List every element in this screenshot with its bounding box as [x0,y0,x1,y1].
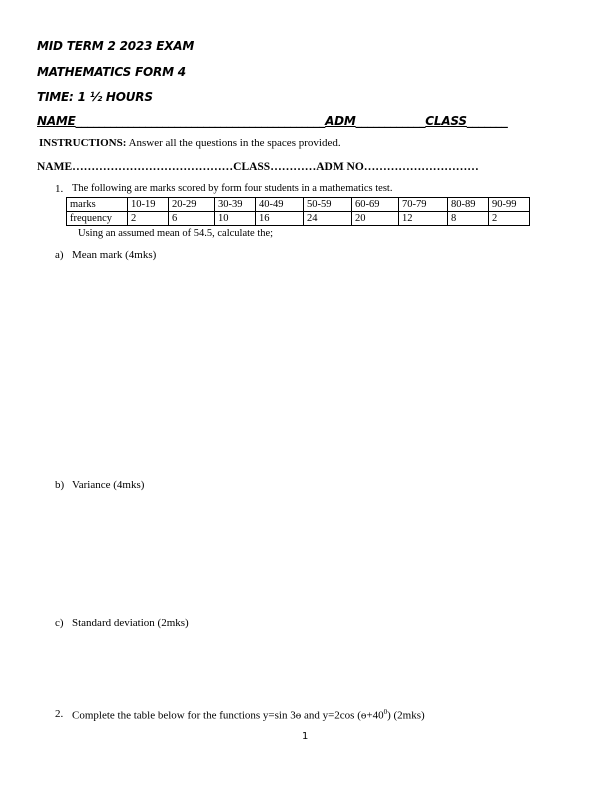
table-cell: 80-89 [448,198,489,212]
header-fill-line [37,114,508,128]
instructions [39,137,341,149]
time-allowed: TIME: 1 ½ HOURS [37,90,153,104]
q1c-label: c) [55,617,64,629]
name-blank: ___________________________________________ [75,114,326,128]
instructions-label: INSTRUCTIONS: [39,137,127,149]
q1b-label: b) [55,479,65,491]
q2-number: 2. [55,708,64,720]
q1c-text: Standard deviation (2mks) [72,617,189,629]
table-cell: 40-49 [256,198,304,212]
page-number: 1 [302,731,309,742]
adm-label: ADM [325,114,356,128]
table-cell: 60-69 [352,198,399,212]
table-row [67,198,530,212]
table-cell: 12 [399,212,448,226]
marks-frequency-table [66,197,530,226]
table-cell: 6 [169,212,215,226]
table-cell: 24 [304,212,352,226]
table-cell: marks [67,198,128,212]
adm-blank: ____________ [355,114,426,128]
student-details-line: NAME……………………………………CLASS…………ADM NO………………………… [37,161,479,173]
table-row [67,212,530,226]
table-cell: 2 [128,212,169,226]
q2-degree-superscript: 0 [383,708,388,716]
table-cell: 20-29 [169,198,215,212]
table-cell: 8 [448,212,489,226]
q2-text [72,708,425,722]
table-cell: 16 [256,212,304,226]
q1-number: 1. [55,183,64,195]
exam-title: MID TERM 2 2023 EXAM [37,39,195,53]
q1-intro: The following are marks scored by form four students in a mathematics test. [72,183,393,194]
q2-text-after: ) (2mks) [387,709,425,722]
q1a-text: Mean mark (4mks) [72,249,157,261]
q1b-text: Variance (4mks) [72,479,145,491]
q2-text-before: Complete the table below for the functions y=sin 3ɵ and y=2cos (ɵ+40 [72,709,384,722]
class-label: CLASS [425,114,467,128]
q1-assumed-mean: Using an assumed mean of 54.5, calculate the; [78,228,274,239]
table-cell: 30-39 [215,198,256,212]
table-cell: 10 [215,212,256,226]
table-cell: 90-99 [489,198,530,212]
table-cell: 20 [352,212,399,226]
q1a-label: a) [55,249,64,261]
table-cell: 50-59 [304,198,352,212]
table-cell: frequency [67,212,128,226]
class-blank: _______ [466,114,508,128]
subject-title: MATHEMATICS FORM 4 [37,65,186,79]
table-cell: 2 [489,212,530,226]
instructions-text: Answer all the questions in the spaces provided. [126,137,341,149]
name-label: NAME [37,114,76,128]
table-cell: 10-19 [128,198,169,212]
table-cell: 70-79 [399,198,448,212]
